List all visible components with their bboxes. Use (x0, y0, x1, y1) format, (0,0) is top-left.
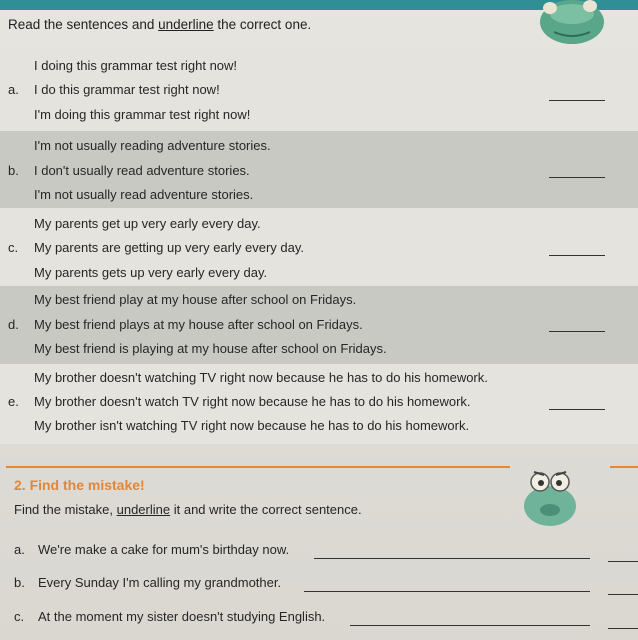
section2-instruction-text: Find the mistake, (14, 502, 117, 517)
item-d-sentence-1[interactable]: My best friend play at my house after school on Fridays. (34, 292, 357, 307)
item-a-sentence-3[interactable]: I'm doing this grammar test right now! (34, 107, 251, 122)
item-b-letter: b. (8, 163, 19, 178)
section2-instruction (14, 502, 362, 517)
mistake-item-a (14, 542, 289, 557)
section2-instruction-underlined-word: underline (116, 502, 171, 517)
mistake-item-c (14, 609, 325, 624)
section2-instruction-text-end: it and write the correct sentence. (170, 502, 362, 517)
mistake-item-b-letter: b. (14, 575, 25, 590)
item-d-letter: d. (8, 317, 19, 332)
item-e-sentence-1[interactable]: My brother doesn't watching TV right now because he has to do his homework. (34, 370, 488, 385)
item-b-sentence-2[interactable]: I don't usually read adventure stories. (34, 163, 250, 178)
mistake-item-a-write-line[interactable] (314, 558, 590, 559)
item-a-letter: a. (8, 82, 19, 97)
instruction-text: Read the sentences and (8, 17, 159, 32)
section2-divider-right (610, 466, 638, 468)
mistake-item-b-write-line-2[interactable] (608, 594, 638, 595)
item-d-answer-line[interactable] (549, 331, 605, 332)
item-e-sentence-3[interactable]: My brother isn't watching TV right now because he has to do his homework. (34, 418, 470, 433)
item-e-answer-line[interactable] (549, 409, 605, 410)
item-b-answer-line[interactable] (549, 177, 605, 178)
mascot-bottom-illustration (516, 466, 586, 528)
item-b-sentence-1[interactable]: I'm not usually reading adventure stories. (34, 138, 271, 153)
item-c-letter: c. (8, 240, 19, 255)
item-c-sentence-2[interactable]: My parents are getting up very early every day. (34, 240, 304, 255)
mascot-top-illustration (528, 0, 616, 46)
item-a-sentence-2[interactable]: I do this grammar test right now! (34, 82, 220, 97)
item-c-sentence-3[interactable]: My parents gets up very early every day. (34, 265, 268, 280)
item-c-sentence-1[interactable]: My parents get up very early every day. (34, 216, 261, 231)
item-b-sentence-3[interactable]: I'm not usually read adventure stories. (34, 187, 254, 202)
item-d-sentence-2[interactable]: My best friend plays at my house after school on Fridays. (34, 317, 363, 332)
mistake-item-b-text[interactable]: Every Sunday I'm calling my grandmother. (38, 575, 282, 590)
mistake-item-a-write-line-2[interactable] (608, 561, 638, 562)
item-a-answer-line[interactable] (549, 100, 605, 101)
item-c-answer-line[interactable] (549, 255, 605, 256)
mistake-item-c-text[interactable]: At the moment my sister doesn't studying English. (38, 609, 326, 624)
mistake-item-a-text[interactable]: We're make a cake for mum's birthday now. (38, 542, 290, 557)
mistake-item-c-write-line-2[interactable] (608, 628, 638, 629)
mistake-item-c-letter: c. (14, 609, 25, 624)
item-d-sentence-3[interactable]: My best friend is playing at my house after school on Fridays. (34, 341, 387, 356)
mistake-item-b (14, 575, 281, 590)
mistake-item-a-letter: a. (14, 542, 25, 557)
item-e-sentence-2[interactable]: My brother doesn't watch TV right now because he has to do his homework. (34, 394, 471, 409)
section2-title: 2. Find the mistake! (14, 477, 145, 493)
item-a-sentence-1[interactable]: I doing this grammar test right now! (34, 58, 238, 73)
mistake-item-c-write-line[interactable] (350, 625, 590, 626)
section2-divider (6, 466, 510, 468)
instruction-underlined-word: underline (158, 17, 214, 32)
section1-instruction (8, 17, 311, 32)
instruction-text-end: the correct one. (213, 17, 312, 32)
item-e-letter: e. (8, 394, 19, 409)
mistake-item-b-write-line[interactable] (304, 591, 590, 592)
